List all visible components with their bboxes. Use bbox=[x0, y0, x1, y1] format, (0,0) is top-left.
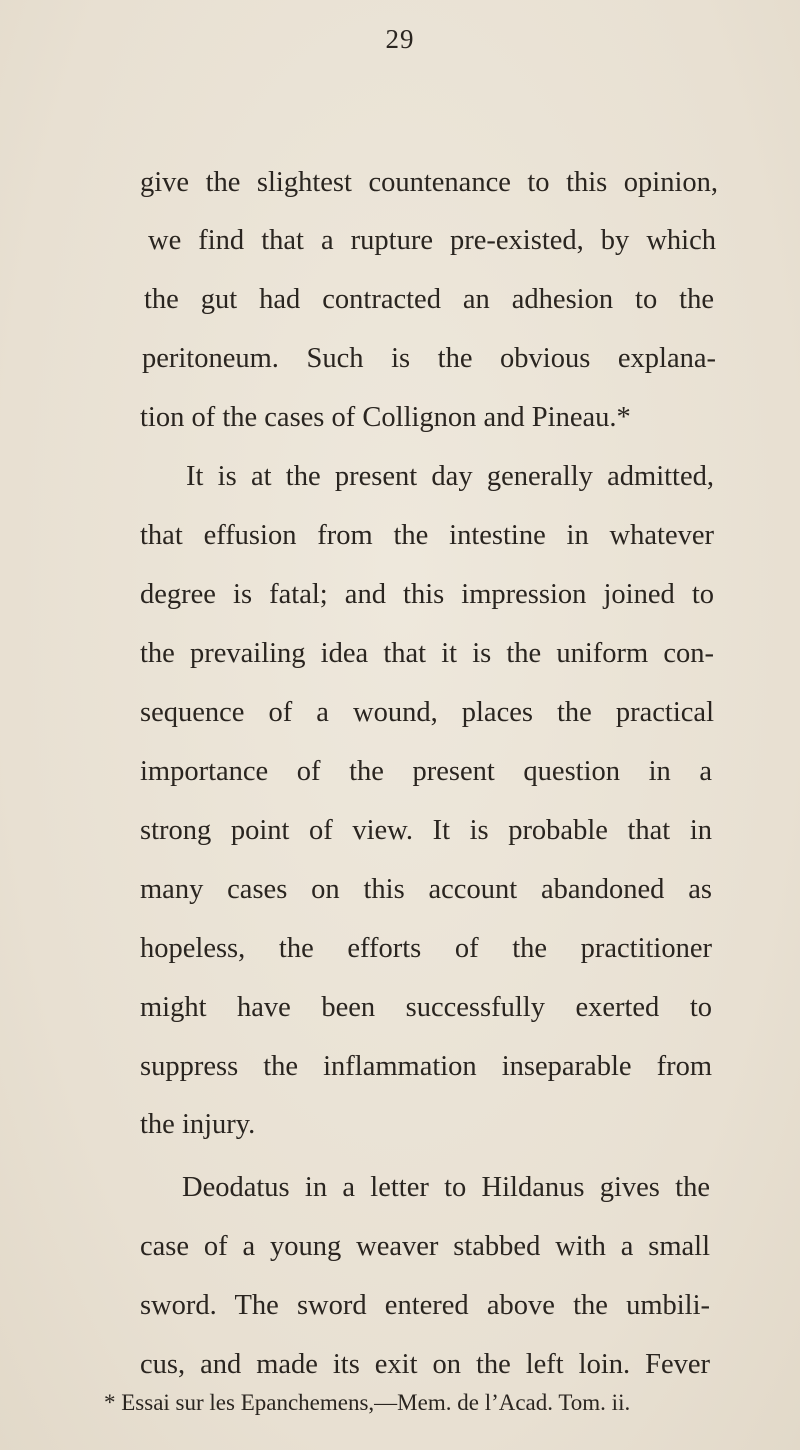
text-line-6: It is at the present day generally admitted, bbox=[186, 461, 714, 492]
text-line-10: sequence of a wound, places the practical bbox=[140, 697, 714, 728]
text-line-18: Deodatus in a letter to Hildanus gives the bbox=[182, 1172, 710, 1203]
text-line-1: give the slightest countenance to this opinion, bbox=[140, 167, 718, 198]
text-line-11: importance of the present question in a bbox=[140, 756, 712, 787]
text-line-17: the injury. bbox=[140, 1109, 256, 1140]
text-line-5: tion of the cases of Collignon and Pineau.* bbox=[140, 402, 631, 433]
text-line-9: the prevailing idea that it is the uniform con- bbox=[140, 638, 714, 669]
text-line-12: strong point of view. It is probable that in bbox=[140, 815, 712, 846]
text-line-7: that effusion from the intestine in whatever bbox=[140, 520, 714, 551]
text-line-16: suppress the inflammation inseparable from bbox=[140, 1051, 712, 1082]
text-line-21: cus, and made its exit on the left loin. Fever bbox=[140, 1349, 710, 1380]
text-line-20: sword. The sword entered above the umbili- bbox=[140, 1290, 710, 1321]
text-line-2: we find that a rupture pre-existed, by which bbox=[148, 225, 716, 256]
text-line-8: degree is fatal; and this impression joined to bbox=[140, 579, 714, 610]
text-line-19: case of a young weaver stabbed with a small bbox=[140, 1231, 710, 1262]
text-line-4: peritoneum. Such is the obvious explana- bbox=[142, 343, 716, 374]
footnote: * Essai sur les Epanchemens,—Mem. de l’Acad. Tom. ii. bbox=[104, 1390, 631, 1415]
text-line-3: the gut had contracted an adhesion to the bbox=[144, 284, 714, 315]
page-number: 29 bbox=[385, 24, 415, 54]
text-line-15: might have been successfully exerted to bbox=[140, 992, 712, 1023]
text-line-13: many cases on this account abandoned as bbox=[140, 874, 712, 905]
text-line-14: hopeless, the efforts of the practitioner bbox=[140, 933, 712, 964]
